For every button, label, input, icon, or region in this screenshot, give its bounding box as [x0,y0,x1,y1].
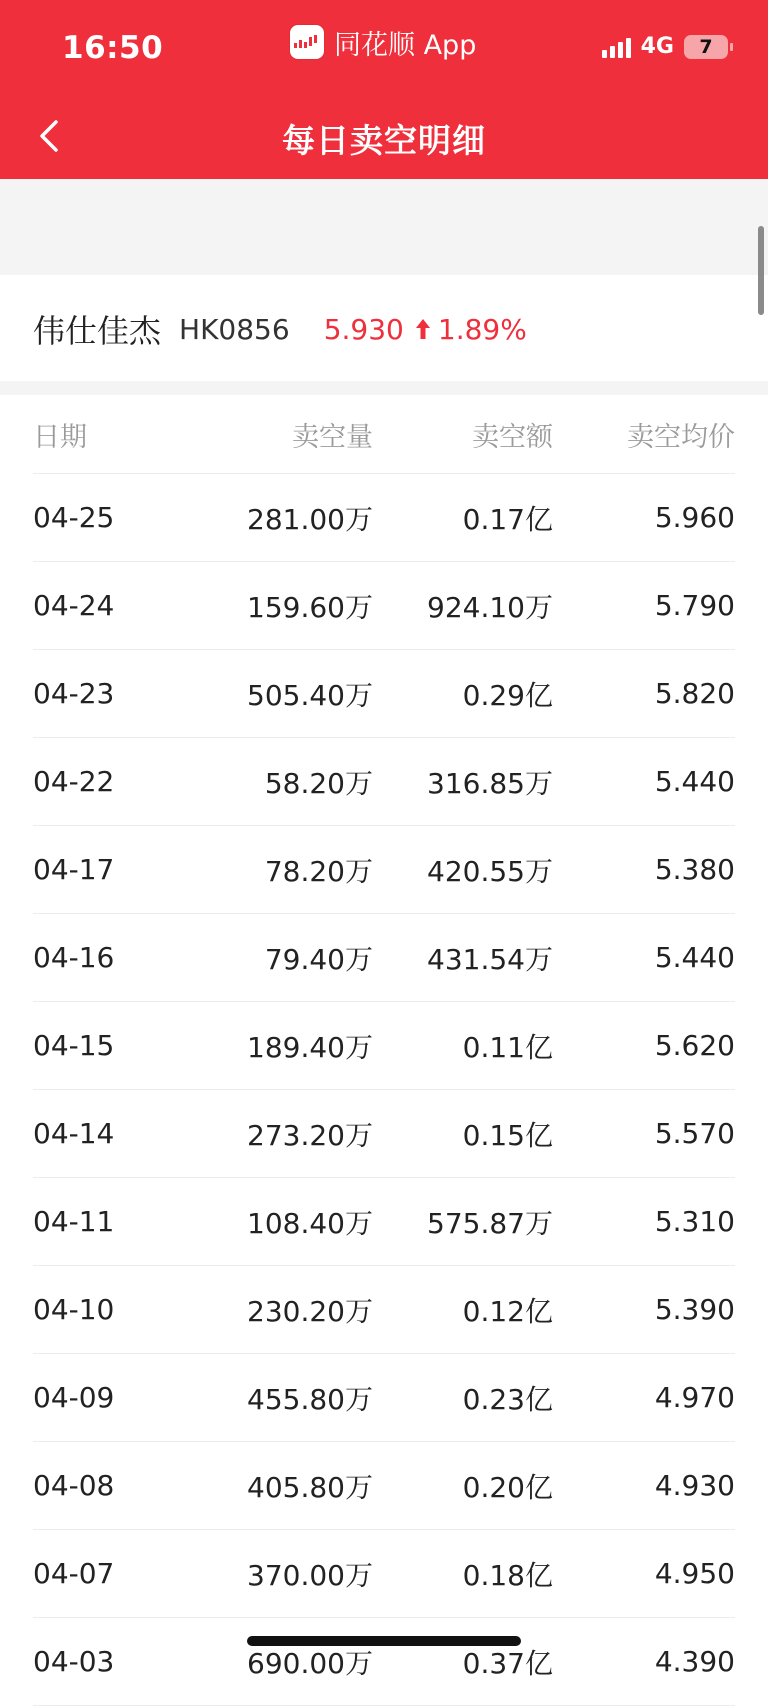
cell-volume: 281.00万 [247,502,373,536]
cell-avg-price: 4.970 [654,1381,735,1414]
cell-date: 04-14 [33,1117,115,1150]
cell-volume: 79.40万 [264,942,373,976]
status-time: 16:50 [62,30,164,66]
cell-amount: 0.37亿 [462,1646,553,1680]
cell-volume: 505.40万 [247,678,373,712]
battery-level: 7 [699,35,713,58]
cell-volume: 230.20万 [247,1294,373,1328]
column-header-volume: 卖空量 [292,421,373,453]
section-divider [0,381,768,395]
column-header-date: 日期 [33,421,87,453]
cell-avg-price: 5.440 [654,941,735,974]
cell-volume: 78.20万 [264,854,373,888]
stock-name: 伟仕佳杰 [33,312,162,350]
cell-amount: 0.23亿 [462,1382,553,1416]
cell-volume: 273.20万 [247,1118,373,1152]
cell-date: 04-16 [33,941,115,974]
cell-avg-price: 5.620 [654,1029,735,1062]
cell-volume: 455.80万 [247,1382,373,1416]
cell-amount: 431.54万 [427,942,553,976]
table-row[interactable] [33,1266,735,1354]
source-app-indicator[interactable] [290,24,476,60]
cell-date: 04-23 [33,677,115,710]
cell-amount: 420.55万 [427,854,553,888]
nav-bar [0,100,768,179]
cell-amount: 0.18亿 [462,1558,553,1592]
table-row[interactable] [33,1354,735,1442]
cell-amount: 0.15亿 [462,1118,553,1152]
table-row[interactable] [33,474,735,562]
signal-icon [602,36,631,58]
table-row[interactable] [33,1618,735,1706]
cell-volume: 405.80万 [247,1470,373,1504]
cell-volume: 370.00万 [247,1558,373,1592]
cell-amount: 924.10万 [427,590,553,624]
cell-amount: 0.11亿 [462,1030,553,1064]
home-indicator[interactable] [247,1636,521,1646]
cell-date: 04-10 [33,1293,115,1326]
short-selling-table [33,395,735,1706]
cell-volume: 159.60万 [247,590,373,624]
cell-amount: 0.20亿 [462,1470,553,1504]
cell-avg-price: 5.390 [654,1293,735,1326]
cell-volume: 690.00万 [247,1646,373,1680]
stock-code: HK0856 [179,312,290,346]
cell-amount: 316.85万 [427,766,553,800]
stock-price: 5.930 [323,312,404,346]
scrollbar[interactable] [758,226,764,315]
stock-change-percent: 1.89% [437,312,527,346]
cell-date: 04-22 [33,765,115,798]
status-bar [0,0,768,100]
cell-avg-price: 5.310 [654,1205,735,1238]
cell-amount: 0.29亿 [462,678,553,712]
cell-date: 04-25 [33,501,115,534]
table-row[interactable] [33,1090,735,1178]
cell-date: 04-03 [33,1645,115,1678]
cell-date: 04-24 [33,589,115,622]
cell-date: 04-15 [33,1029,115,1062]
table-row[interactable] [33,1442,735,1530]
cell-avg-price: 5.380 [654,853,735,886]
cell-avg-price: 5.790 [654,589,735,622]
page-title: 每日卖空明细 [282,121,486,160]
table-body [33,474,735,1706]
cell-avg-price: 4.390 [654,1645,735,1678]
cell-volume: 189.40万 [247,1030,373,1064]
cell-volume: 58.20万 [264,766,373,800]
app-header [0,0,768,179]
column-header-amount: 卖空额 [472,421,553,453]
table-row[interactable] [33,826,735,914]
cell-avg-price: 5.960 [654,501,735,534]
cell-date: 04-09 [33,1381,115,1414]
battery-icon [684,35,728,59]
cell-amount: 0.12亿 [462,1294,553,1328]
cell-avg-price: 4.950 [654,1557,735,1590]
table-header [33,395,735,474]
network-type: 4G [640,34,674,59]
table-row[interactable] [33,1178,735,1266]
table-row[interactable] [33,914,735,1002]
table-row[interactable] [33,1002,735,1090]
cell-amount: 575.87万 [427,1206,553,1240]
table-row[interactable] [33,562,735,650]
cell-avg-price: 5.570 [654,1117,735,1150]
table-row[interactable] [33,738,735,826]
cell-date: 04-07 [33,1557,115,1590]
app-logo-icon [290,25,324,59]
cell-date: 04-17 [33,853,115,886]
cell-amount: 0.17亿 [462,502,553,536]
stock-summary [33,307,527,351]
cell-avg-price: 5.440 [654,765,735,798]
cell-avg-price: 4.930 [654,1469,735,1502]
column-header-avg-price: 卖空均价 [627,421,735,453]
cell-volume: 108.40万 [247,1206,373,1240]
table-row[interactable] [33,650,735,738]
top-spacer [0,179,768,275]
cell-date: 04-08 [33,1469,115,1502]
cell-date: 04-11 [33,1205,115,1238]
table-row[interactable] [33,1530,735,1618]
arrow-up-icon [414,317,432,341]
status-indicators [602,34,728,59]
cell-avg-price: 5.820 [654,677,735,710]
app-name: 同花顺 App [334,29,477,61]
